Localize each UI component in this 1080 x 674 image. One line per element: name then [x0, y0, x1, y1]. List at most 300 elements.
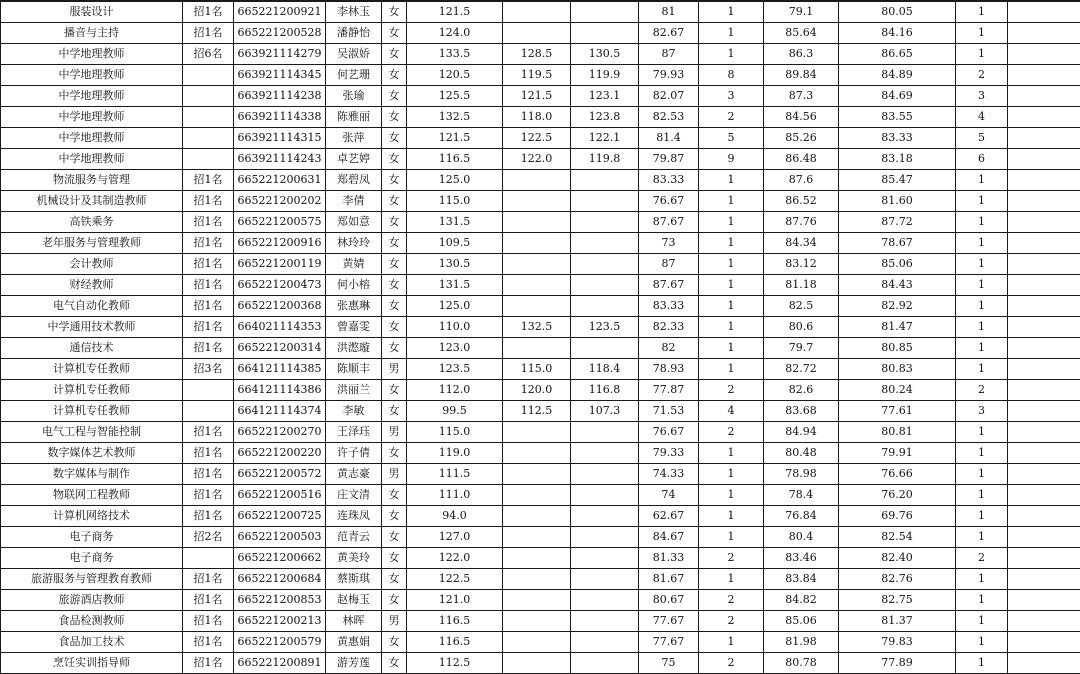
interview-score-cell: 79.1	[764, 1, 839, 23]
total-rank-cell: 1	[956, 359, 1008, 380]
name-cell: 郑如意	[326, 212, 382, 233]
subject-score-cell: 132.5	[503, 317, 571, 338]
total-score-cell: 76.66	[839, 464, 956, 485]
table-row	[1, 128, 1080, 149]
converted-written-cell: 77.87	[639, 380, 699, 401]
written-rank-cell: 1	[699, 254, 764, 275]
combined-written-cell	[571, 233, 639, 254]
remark-cell	[1008, 44, 1080, 65]
name-cell: 黄婧	[326, 254, 382, 275]
name-cell: 何小榕	[326, 275, 382, 296]
total-rank-cell: 1	[956, 590, 1008, 611]
remark-cell	[1008, 128, 1080, 149]
written-score-cell: 116.5	[407, 611, 503, 632]
exam-number-cell: 665221200220	[234, 443, 326, 464]
exam-number-cell: 663921114279	[234, 44, 326, 65]
quota-cell: 招1名	[183, 1, 234, 23]
total-rank-cell: 2	[956, 380, 1008, 401]
quota-cell: 招1名	[183, 464, 234, 485]
total-rank-cell: 4	[956, 107, 1008, 128]
total-score-cell: 82.54	[839, 527, 956, 548]
gender-cell: 女	[382, 527, 407, 548]
quota-cell: 招1名	[183, 422, 234, 443]
total-score-cell: 80.81	[839, 422, 956, 443]
total-rank-cell: 1	[956, 254, 1008, 275]
combined-written-cell: 123.5	[571, 317, 639, 338]
combined-written-cell	[571, 506, 639, 527]
total-rank-cell: 1	[956, 317, 1008, 338]
remark-cell	[1008, 1, 1080, 23]
subject-score-cell	[503, 422, 571, 443]
remark-cell	[1008, 548, 1080, 569]
subject-score-cell	[503, 527, 571, 548]
exam-number-cell: 665221200503	[234, 527, 326, 548]
table-row	[1, 527, 1080, 548]
converted-written-cell: 73	[639, 233, 699, 254]
table-row	[1, 338, 1080, 359]
converted-written-cell: 83.33	[639, 170, 699, 191]
gender-cell: 女	[382, 128, 407, 149]
combined-written-cell	[571, 170, 639, 191]
converted-written-cell: 87	[639, 44, 699, 65]
remark-cell	[1008, 590, 1080, 611]
interview-score-cell: 85.06	[764, 611, 839, 632]
converted-written-cell: 71.53	[639, 401, 699, 422]
name-cell: 洪滺璇	[326, 338, 382, 359]
table-row	[1, 275, 1080, 296]
table-row	[1, 191, 1080, 212]
written-rank-cell: 1	[699, 359, 764, 380]
written-score-cell: 122.5	[407, 569, 503, 590]
written-rank-cell: 1	[699, 485, 764, 506]
total-rank-cell: 5	[956, 128, 1008, 149]
total-rank-cell: 1	[956, 632, 1008, 653]
name-cell: 黄惠娟	[326, 632, 382, 653]
table-row	[1, 149, 1080, 170]
combined-written-cell	[571, 338, 639, 359]
exam-number-cell: 663921114238	[234, 86, 326, 107]
table-row	[1, 254, 1080, 275]
position-cell: 物联网工程教师	[1, 485, 183, 506]
remark-cell	[1008, 506, 1080, 527]
position-cell: 中学地理教师	[1, 149, 183, 170]
subject-score-cell	[503, 170, 571, 191]
written-rank-cell: 1	[699, 464, 764, 485]
exam-number-cell: 664121114374	[234, 401, 326, 422]
position-cell: 中学地理教师	[1, 65, 183, 86]
position-cell: 旅游服务与管理教育教师	[1, 569, 183, 590]
converted-written-cell: 62.67	[639, 506, 699, 527]
combined-written-cell	[571, 1, 639, 23]
total-score-cell: 69.76	[839, 506, 956, 527]
converted-written-cell: 82.67	[639, 23, 699, 44]
exam-number-cell: 665221200528	[234, 23, 326, 44]
remark-cell	[1008, 107, 1080, 128]
gender-cell: 女	[382, 569, 407, 590]
total-rank-cell: 6	[956, 149, 1008, 170]
exam-number-cell: 665221200270	[234, 422, 326, 443]
name-cell: 何艺珊	[326, 65, 382, 86]
gender-cell: 女	[382, 506, 407, 527]
combined-written-cell	[571, 464, 639, 485]
subject-score-cell	[503, 632, 571, 653]
total-rank-cell: 1	[956, 506, 1008, 527]
remark-cell	[1008, 380, 1080, 401]
written-rank-cell: 2	[699, 422, 764, 443]
written-score-cell: 127.0	[407, 527, 503, 548]
gender-cell: 女	[382, 65, 407, 86]
total-score-cell: 83.33	[839, 128, 956, 149]
interview-score-cell: 84.56	[764, 107, 839, 128]
converted-written-cell: 82	[639, 338, 699, 359]
subject-score-cell	[503, 590, 571, 611]
quota-cell: 招1名	[183, 569, 234, 590]
combined-written-cell: 122.1	[571, 128, 639, 149]
total-score-cell: 78.67	[839, 233, 956, 254]
gender-cell: 女	[382, 653, 407, 674]
quota-cell: 招1名	[183, 296, 234, 317]
position-cell: 烹饪实训指导师	[1, 653, 183, 674]
converted-written-cell: 81.67	[639, 569, 699, 590]
total-rank-cell: 1	[956, 485, 1008, 506]
position-cell: 中学地理教师	[1, 44, 183, 65]
subject-score-cell	[503, 233, 571, 254]
combined-written-cell	[571, 443, 639, 464]
interview-score-cell: 84.94	[764, 422, 839, 443]
interview-score-cell: 80.48	[764, 443, 839, 464]
quota-cell	[183, 548, 234, 569]
name-cell: 李林玉	[326, 1, 382, 23]
position-cell: 通信技术	[1, 338, 183, 359]
exam-number-cell: 665221200579	[234, 632, 326, 653]
subject-score-cell	[503, 191, 571, 212]
total-score-cell: 80.24	[839, 380, 956, 401]
quota-cell: 招1名	[183, 485, 234, 506]
written-rank-cell: 1	[699, 170, 764, 191]
gender-cell: 女	[382, 23, 407, 44]
subject-score-cell: 122.5	[503, 128, 571, 149]
quota-cell: 招1名	[183, 632, 234, 653]
gender-cell: 女	[382, 212, 407, 233]
total-rank-cell: 1	[956, 23, 1008, 44]
interview-score-cell: 84.82	[764, 590, 839, 611]
subject-score-cell	[503, 653, 571, 674]
total-rank-cell: 1	[956, 527, 1008, 548]
exam-number-cell: 665221200921	[234, 1, 326, 23]
converted-written-cell: 77.67	[639, 611, 699, 632]
subject-score-cell: 120.0	[503, 380, 571, 401]
remark-cell	[1008, 338, 1080, 359]
interview-score-cell: 86.48	[764, 149, 839, 170]
gender-cell: 女	[382, 590, 407, 611]
converted-written-cell: 79.87	[639, 149, 699, 170]
combined-written-cell	[571, 485, 639, 506]
name-cell: 张瑜	[326, 86, 382, 107]
remark-cell	[1008, 401, 1080, 422]
remark-cell	[1008, 149, 1080, 170]
converted-written-cell: 87.67	[639, 275, 699, 296]
subject-score-cell	[503, 254, 571, 275]
interview-score-cell: 86.52	[764, 191, 839, 212]
total-score-cell: 77.89	[839, 653, 956, 674]
total-score-cell: 83.55	[839, 107, 956, 128]
converted-written-cell: 76.67	[639, 191, 699, 212]
name-cell: 洪丽兰	[326, 380, 382, 401]
written-score-cell: 124.0	[407, 23, 503, 44]
subject-score-cell: 121.5	[503, 86, 571, 107]
total-rank-cell: 1	[956, 611, 1008, 632]
written-score-cell: 132.5	[407, 107, 503, 128]
table-row	[1, 590, 1080, 611]
position-cell: 计算机专任教师	[1, 401, 183, 422]
written-rank-cell: 1	[699, 569, 764, 590]
written-rank-cell: 1	[699, 275, 764, 296]
converted-written-cell: 81.33	[639, 548, 699, 569]
subject-score-cell	[503, 443, 571, 464]
total-score-cell: 77.61	[839, 401, 956, 422]
total-score-cell: 81.47	[839, 317, 956, 338]
written-rank-cell: 1	[699, 632, 764, 653]
table-row	[1, 44, 1080, 65]
total-score-cell: 84.89	[839, 65, 956, 86]
subject-score-cell	[503, 1, 571, 23]
name-cell: 王泽珏	[326, 422, 382, 443]
interview-score-cell: 81.98	[764, 632, 839, 653]
position-cell: 电气自动化教师	[1, 296, 183, 317]
gender-cell: 女	[382, 233, 407, 254]
interview-score-cell: 80.78	[764, 653, 839, 674]
name-cell: 蔡斯琪	[326, 569, 382, 590]
table-row	[1, 464, 1080, 485]
table-row	[1, 485, 1080, 506]
combined-written-cell: 119.9	[571, 65, 639, 86]
written-score-cell: 123.0	[407, 338, 503, 359]
subject-score-cell	[503, 296, 571, 317]
remark-cell	[1008, 170, 1080, 191]
position-cell: 中学地理教师	[1, 128, 183, 149]
remark-cell	[1008, 65, 1080, 86]
name-cell: 李倩	[326, 191, 382, 212]
table-row	[1, 569, 1080, 590]
position-cell: 计算机网络技术	[1, 506, 183, 527]
quota-cell: 招1名	[183, 653, 234, 674]
table-row	[1, 443, 1080, 464]
total-rank-cell: 1	[956, 1, 1008, 23]
converted-written-cell: 82.53	[639, 107, 699, 128]
position-cell: 财经教师	[1, 275, 183, 296]
written-score-cell: 94.0	[407, 506, 503, 527]
gender-cell: 女	[382, 1, 407, 23]
converted-written-cell: 82.33	[639, 317, 699, 338]
gender-cell: 女	[382, 275, 407, 296]
position-cell: 物流服务与管理	[1, 170, 183, 191]
table-row	[1, 1, 1080, 23]
name-cell: 陈顺丰	[326, 359, 382, 380]
table-row	[1, 632, 1080, 653]
gender-cell: 女	[382, 44, 407, 65]
exam-number-cell: 665221200631	[234, 170, 326, 191]
converted-written-cell: 82.07	[639, 86, 699, 107]
quota-cell: 招1名	[183, 590, 234, 611]
interview-score-cell: 87.6	[764, 170, 839, 191]
table-row	[1, 506, 1080, 527]
written-rank-cell: 1	[699, 317, 764, 338]
written-rank-cell: 1	[699, 296, 764, 317]
interview-score-cell: 86.3	[764, 44, 839, 65]
total-score-cell: 86.65	[839, 44, 956, 65]
subject-score-cell	[503, 611, 571, 632]
written-score-cell: 122.0	[407, 548, 503, 569]
exam-number-cell: 665221200684	[234, 569, 326, 590]
written-rank-cell: 1	[699, 527, 764, 548]
quota-cell	[183, 86, 234, 107]
total-rank-cell: 1	[956, 464, 1008, 485]
position-cell: 会计教师	[1, 254, 183, 275]
interview-score-cell: 82.72	[764, 359, 839, 380]
total-score-cell: 82.76	[839, 569, 956, 590]
gender-cell: 女	[382, 485, 407, 506]
exam-number-cell: 665221200473	[234, 275, 326, 296]
interview-score-cell: 76.84	[764, 506, 839, 527]
subject-score-cell: 112.5	[503, 401, 571, 422]
total-score-cell: 82.75	[839, 590, 956, 611]
interview-score-cell: 78.4	[764, 485, 839, 506]
table-row	[1, 548, 1080, 569]
table-row	[1, 23, 1080, 44]
written-score-cell: 111.0	[407, 485, 503, 506]
written-rank-cell: 1	[699, 338, 764, 359]
exam-number-cell: 663921114338	[234, 107, 326, 128]
quota-cell	[183, 149, 234, 170]
written-score-cell: 112.5	[407, 653, 503, 674]
written-rank-cell: 2	[699, 107, 764, 128]
position-cell: 高铁乘务	[1, 212, 183, 233]
combined-written-cell: 118.4	[571, 359, 639, 380]
combined-written-cell	[571, 569, 639, 590]
table-row	[1, 401, 1080, 422]
interview-score-cell: 85.64	[764, 23, 839, 44]
quota-cell: 招1名	[183, 443, 234, 464]
position-cell: 计算机专任教师	[1, 359, 183, 380]
written-rank-cell: 1	[699, 191, 764, 212]
written-rank-cell: 2	[699, 590, 764, 611]
exam-number-cell: 663921114315	[234, 128, 326, 149]
combined-written-cell	[571, 275, 639, 296]
subject-score-cell: 128.5	[503, 44, 571, 65]
remark-cell	[1008, 569, 1080, 590]
combined-written-cell: 123.1	[571, 86, 639, 107]
gender-cell: 男	[382, 422, 407, 443]
exam-number-cell: 665221200725	[234, 506, 326, 527]
subject-score-cell: 118.0	[503, 107, 571, 128]
gender-cell: 女	[382, 317, 407, 338]
written-rank-cell: 2	[699, 653, 764, 674]
position-cell: 食品加工技术	[1, 632, 183, 653]
interview-score-cell: 81.18	[764, 275, 839, 296]
written-score-cell: 120.5	[407, 65, 503, 86]
table-row	[1, 107, 1080, 128]
combined-written-cell: 107.3	[571, 401, 639, 422]
gender-cell: 男	[382, 611, 407, 632]
position-cell: 旅游酒店教师	[1, 590, 183, 611]
converted-written-cell: 87.67	[639, 212, 699, 233]
subject-score-cell: 119.5	[503, 65, 571, 86]
name-cell: 黄志豪	[326, 464, 382, 485]
total-score-cell: 79.91	[839, 443, 956, 464]
exam-number-cell: 665221200213	[234, 611, 326, 632]
exam-number-cell: 665221200202	[234, 191, 326, 212]
remark-cell	[1008, 527, 1080, 548]
total-rank-cell: 1	[956, 233, 1008, 254]
table-row	[1, 653, 1080, 674]
total-score-cell: 84.16	[839, 23, 956, 44]
total-rank-cell: 1	[956, 275, 1008, 296]
written-rank-cell: 2	[699, 611, 764, 632]
exam-number-cell: 663921114243	[234, 149, 326, 170]
exam-number-cell: 664121114385	[234, 359, 326, 380]
converted-written-cell: 81	[639, 1, 699, 23]
name-cell: 赵梅玉	[326, 590, 382, 611]
combined-written-cell	[571, 212, 639, 233]
interview-score-cell: 83.46	[764, 548, 839, 569]
written-rank-cell: 4	[699, 401, 764, 422]
table-row	[1, 212, 1080, 233]
gender-cell: 女	[382, 254, 407, 275]
quota-cell: 招1名	[183, 212, 234, 233]
subject-score-cell	[503, 548, 571, 569]
exam-number-cell: 665221200572	[234, 464, 326, 485]
remark-cell	[1008, 275, 1080, 296]
remark-cell	[1008, 296, 1080, 317]
written-score-cell: 125.0	[407, 170, 503, 191]
combined-written-cell	[571, 527, 639, 548]
name-cell: 黄美玲	[326, 548, 382, 569]
subject-score-cell	[503, 212, 571, 233]
total-rank-cell: 1	[956, 212, 1008, 233]
total-score-cell: 80.05	[839, 1, 956, 23]
name-cell: 曾嘉雯	[326, 317, 382, 338]
exam-number-cell: 664021114353	[234, 317, 326, 338]
quota-cell: 招1名	[183, 254, 234, 275]
written-rank-cell: 1	[699, 212, 764, 233]
written-score-cell: 112.0	[407, 380, 503, 401]
written-score-cell: 115.0	[407, 422, 503, 443]
gender-cell: 男	[382, 359, 407, 380]
combined-written-cell	[571, 653, 639, 674]
interview-score-cell: 80.4	[764, 527, 839, 548]
written-rank-cell: 1	[699, 1, 764, 23]
position-cell: 电子商务	[1, 548, 183, 569]
position-cell: 电气工程与智能控制	[1, 422, 183, 443]
written-score-cell: 111.5	[407, 464, 503, 485]
written-score-cell: 119.0	[407, 443, 503, 464]
exam-number-cell: 665221200916	[234, 233, 326, 254]
name-cell: 林晖	[326, 611, 382, 632]
exam-number-cell: 665221200662	[234, 548, 326, 569]
total-score-cell: 83.18	[839, 149, 956, 170]
position-cell: 老年服务与管理教师	[1, 233, 183, 254]
written-score-cell: 125.0	[407, 296, 503, 317]
combined-written-cell: 116.8	[571, 380, 639, 401]
quota-cell: 招1名	[183, 338, 234, 359]
quota-cell: 招1名	[183, 170, 234, 191]
written-rank-cell: 1	[699, 44, 764, 65]
written-score-cell: 116.5	[407, 632, 503, 653]
combined-written-cell: 130.5	[571, 44, 639, 65]
written-score-cell: 125.5	[407, 86, 503, 107]
quota-cell	[183, 401, 234, 422]
total-score-cell: 76.20	[839, 485, 956, 506]
